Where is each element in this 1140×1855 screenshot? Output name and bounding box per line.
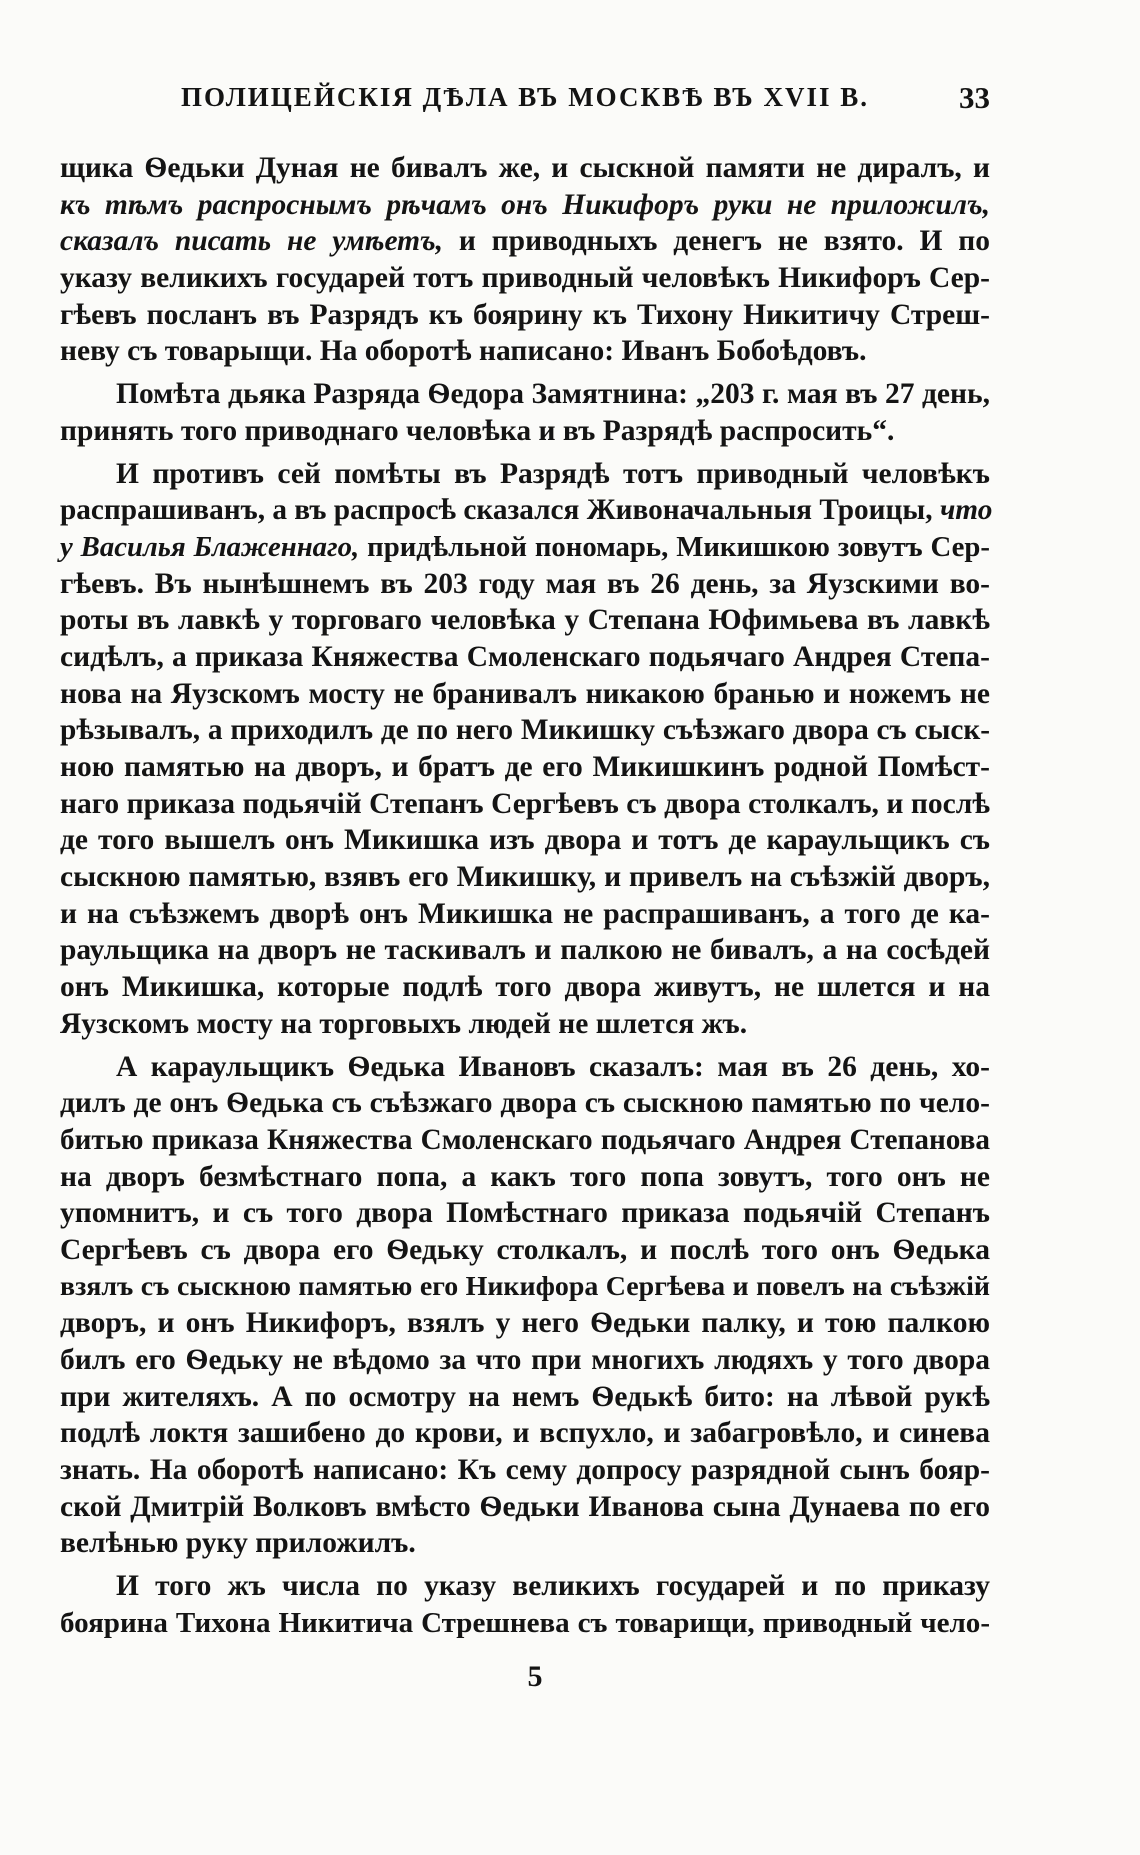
- text-line: онъ Микишка, которые подлѣ того двора живутъ, не шлется и на: [60, 971, 990, 1004]
- text-line: дилъ де онъ Ѳедька съ съѣзжаго двора съ сыскною памятью по чело-: [60, 1087, 990, 1120]
- text-line: упомнитъ, и съ того двора Помѣстнаго приказа подьячій Степанъ: [60, 1197, 990, 1230]
- text-line: рѣзывалъ, а приходилъ де по него Микишку съѣзжаго двора съ сыск-: [60, 714, 990, 747]
- text-line: сыскною памятью, взявъ его Микишку, и привелъ на съѣзжій дворъ,: [60, 861, 990, 894]
- italic-phrase: у Василья Блаженнаго,: [60, 530, 360, 563]
- page-number: 33: [959, 80, 990, 115]
- text-line: при жителяхъ. А по осмотру на немъ Ѳедькѣ бито: на лѣвой рукѣ: [60, 1380, 990, 1413]
- text-line: де того вышелъ онъ Микишка изъ двора и тотъ де караульщикъ съ: [60, 824, 990, 857]
- text-line: взялъ съ сыскною памятью его Никифора Сергѣева и повелъ на съѣзжій: [60, 1270, 990, 1302]
- text-line: битью приказа Княжества Смоленскаго подьячаго Андрея Степанова: [60, 1123, 990, 1156]
- italic-phrase: что: [939, 494, 993, 527]
- text-line: на дворъ безмѣстнаго попа, а какъ того попа зовутъ, того онъ не: [60, 1160, 990, 1193]
- body-text: [60, 150, 993, 1642]
- text-line: роты въ лавкѣ у торговаго человѣка у Степана Юфимьева въ лавкѣ: [60, 604, 990, 637]
- text-line: знать. На оборотѣ написано: Къ сему допросу разрядной сынъ бояр-: [60, 1454, 990, 1487]
- text-line: [60, 187, 990, 224]
- text-line: сидѣлъ, а приказа Княжества Смоленскаго подьячаго Андрея Степа-: [60, 640, 990, 673]
- text-line: неву съ товарыщи. На оборотѣ написано: Иванъ Бобоѣдовъ.: [60, 335, 867, 368]
- text-line: щика Ѳедьки Дуная не бивалъ же, и сыскной памяти не диралъ, и: [60, 152, 990, 184]
- text-line: И противъ сей помѣты въ Разрядѣ тотъ приводный человѣкъ: [116, 457, 990, 490]
- text-line: велѣнью руку приложилъ.: [60, 1527, 416, 1560]
- text-line: И того жъ числа по указу великихъ государей и по приказу: [116, 1570, 990, 1603]
- text-line: гѣевъ посланъ въ Разрядъ къ боярину къ Тихону Никитичу Стреш-: [60, 298, 990, 331]
- running-title: ПОЛИЦЕЙСКІЯ ДѢЛА ВЪ МОСКВѢ ВЪ XVII В.: [181, 82, 869, 112]
- page-header: [60, 82, 990, 122]
- text-line: подлѣ локтя зашибено до крови, и вспухло, и забагровѣло, и синева: [60, 1417, 990, 1450]
- text-line: Яузскомъ мосту на торговыхъ людей не шлется жъ.: [60, 1007, 748, 1040]
- text-line: дворъ, и онъ Никифоръ, взялъ у него Ѳедьки палку, и тою палкою: [60, 1307, 990, 1340]
- text-line: ской Дмитрій Волковъ вмѣсто Ѳедьки Иванова сына Дунаева по его: [60, 1490, 990, 1523]
- text-line: наго приказа подьячій Степанъ Сергѣевъ съ двора столкалъ, и послѣ: [60, 787, 990, 820]
- text-line: указу великихъ государей тотъ приводный человѣкъ Никифоръ Сер-: [60, 262, 990, 295]
- text-line: и на съѣзжемъ дворѣ онъ Микишка не распрашиванъ, а того де ка-: [60, 897, 990, 930]
- italic-phrase: къ тѣмъ распроснымъ рѣчамъ онъ Никифоръ руки не приложилъ,: [60, 188, 990, 221]
- text-line: гѣевъ. Въ нынѣшнемъ въ 203 году мая въ 26 день, за Яузскими во-: [60, 567, 990, 600]
- text-line: у Василья Блаженнаго, придѣльной пономарь, Микишкою зовутъ Сер-: [60, 530, 990, 563]
- text-line: распрашиванъ, а въ распросѣ сказался Живоначальныя Троицы, что: [60, 494, 993, 527]
- text-line: принять того приводнаго человѣка и въ Разрядѣ распросить“.: [60, 414, 895, 447]
- text-line: Помѣта дьяка Разряда Ѳедора Замятнина: „203 г. мая въ 27 день,: [116, 378, 990, 411]
- text-line: нова на Яузскомъ мосту не бранивалъ никакою бранью и ножемъ не: [60, 677, 990, 710]
- text-line: Сергѣевъ съ двора его Ѳедьку столкалъ, и послѣ того онъ Ѳедька: [60, 1233, 990, 1266]
- text-line: боярина Тихона Никитича Стрешнева съ товарищи, приводный чело-: [60, 1606, 990, 1639]
- text-line: раульщика на дворъ не таскивалъ и палкою не бивалъ, а на сосѣдей: [60, 934, 990, 967]
- text-line: сказалъ писать не умѣетъ, и приводныхъ денегъ не взято. И по: [60, 225, 990, 258]
- italic-phrase: сказалъ писать не умѣетъ,: [60, 225, 444, 258]
- text-line: А караульщикъ Ѳедька Ивановъ сказалъ: мая въ 26 день, хо-: [116, 1050, 990, 1083]
- text-line: ною памятью на дворъ, и братъ де его Микишкинъ родной Помѣст-: [60, 751, 990, 783]
- signature-mark: 5: [527, 1660, 543, 1693]
- text-line: билъ его Ѳедьку не вѣдомо за что при многихъ людяхъ у того двора: [60, 1344, 990, 1376]
